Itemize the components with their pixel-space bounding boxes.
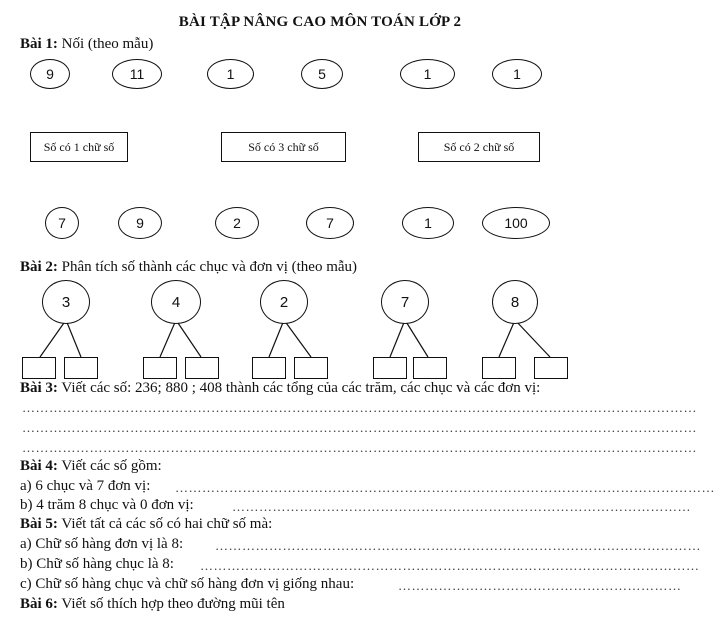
exercise-1-label: Bài 1: <box>20 36 58 52</box>
number-oval[interactable]: 1 <box>207 59 254 89</box>
units-answer-box[interactable] <box>64 357 98 379</box>
exercise-4-heading <box>20 458 162 475</box>
exercise-3-label: Bài 3: <box>20 380 58 396</box>
answer-line[interactable]: ……………………………………………………… <box>398 578 682 593</box>
exercise-2-label: Bài 2: <box>20 259 58 275</box>
answer-line[interactable]: ……………………………………………………………………………………………… <box>215 538 701 553</box>
category-box-1-digit[interactable]: Số có 1 chữ số <box>30 132 128 162</box>
exercise-5-heading <box>20 516 272 533</box>
exercise-6-label: Bài 6: <box>20 596 58 612</box>
number-oval[interactable]: 7 <box>45 207 79 239</box>
number-oval[interactable]: 7 <box>306 207 354 239</box>
tree-number-node: 2 <box>260 280 308 324</box>
exercise-5c: c) Chữ số hàng chục và chữ số hàng đơn vị giống nhau: <box>20 576 355 592</box>
page-title: BÀI TẬP NÂNG CAO MÔN TOÁN LỚP 2 <box>178 14 462 30</box>
units-answer-box[interactable] <box>534 357 568 379</box>
exercise-3-text: Viết các số: 236; 880 ; 408 thành các tổng của các trăm, các chục và các đơn vị: <box>57 380 541 396</box>
answer-line[interactable]: …………………………………………………………………………………………………………………………………… <box>22 440 697 455</box>
answer-line[interactable]: …………………………………………………………………………………………………………………………………… <box>22 400 697 415</box>
number-oval[interactable]: 9 <box>118 207 162 239</box>
exercise-6-heading <box>20 596 285 613</box>
category-box-2-digit[interactable]: Số có 2 chữ số <box>418 132 540 162</box>
exercise-4-label: Bài 4: <box>20 458 58 474</box>
number-oval[interactable]: 11 <box>112 59 162 89</box>
exercise-5b: b) Chữ số hàng chục là 8: <box>20 556 174 572</box>
units-answer-box[interactable] <box>294 357 328 379</box>
tens-answer-box[interactable] <box>252 357 286 379</box>
tree-number-node: 4 <box>151 280 201 324</box>
number-oval[interactable]: 5 <box>301 59 343 89</box>
tens-answer-box[interactable] <box>22 357 56 379</box>
number-oval[interactable]: 1 <box>400 59 455 89</box>
exercise-4b: b) 4 trăm 8 chục và 0 đơn vị: <box>20 497 194 513</box>
number-oval[interactable]: 9 <box>30 59 70 89</box>
tens-answer-box[interactable] <box>143 357 177 379</box>
tree-number-node: 7 <box>381 280 429 324</box>
tens-answer-box[interactable] <box>373 357 407 379</box>
answer-line[interactable]: ………………………………………………………………………………………………………… <box>175 480 715 495</box>
units-answer-box[interactable] <box>185 357 219 379</box>
answer-line[interactable]: ………………………………………………………………………………………………… <box>200 558 700 573</box>
units-answer-box[interactable] <box>413 357 447 379</box>
exercise-1-text: Nối (theo mẫu) <box>57 36 154 52</box>
exercise-4a: a) 6 chục và 7 đơn vị: <box>20 478 151 494</box>
number-oval[interactable]: 100 <box>482 207 550 239</box>
number-oval[interactable]: 1 <box>402 207 454 239</box>
exercise-6-text: Viết số thích hợp theo đường mũi tên <box>57 596 285 612</box>
exercise-5-text: Viết tất cả các số có hai chữ số mà: <box>57 516 273 532</box>
number-oval[interactable]: 1 <box>492 59 542 89</box>
exercise-3-heading <box>20 380 540 397</box>
category-box-3-digit[interactable]: Số có 3 chữ số <box>221 132 346 162</box>
answer-line[interactable]: …………………………………………………………………………………………………………………………………… <box>22 420 697 435</box>
tree-number-node: 3 <box>42 280 90 324</box>
tens-answer-box[interactable] <box>482 357 516 379</box>
number-oval[interactable]: 2 <box>215 207 259 239</box>
answer-line[interactable]: ………………………………………………………………………………………… <box>232 499 691 514</box>
exercise-5-label: Bài 5: <box>20 516 58 532</box>
exercise-2-text: Phân tích số thành các chục và đơn vị (theo mẫu) <box>57 259 358 275</box>
exercise-4-text: Viết các số gồm: <box>57 458 162 474</box>
exercise-5a: a) Chữ số hàng đơn vị là 8: <box>20 536 184 552</box>
tree-number-node: 8 <box>492 280 538 324</box>
